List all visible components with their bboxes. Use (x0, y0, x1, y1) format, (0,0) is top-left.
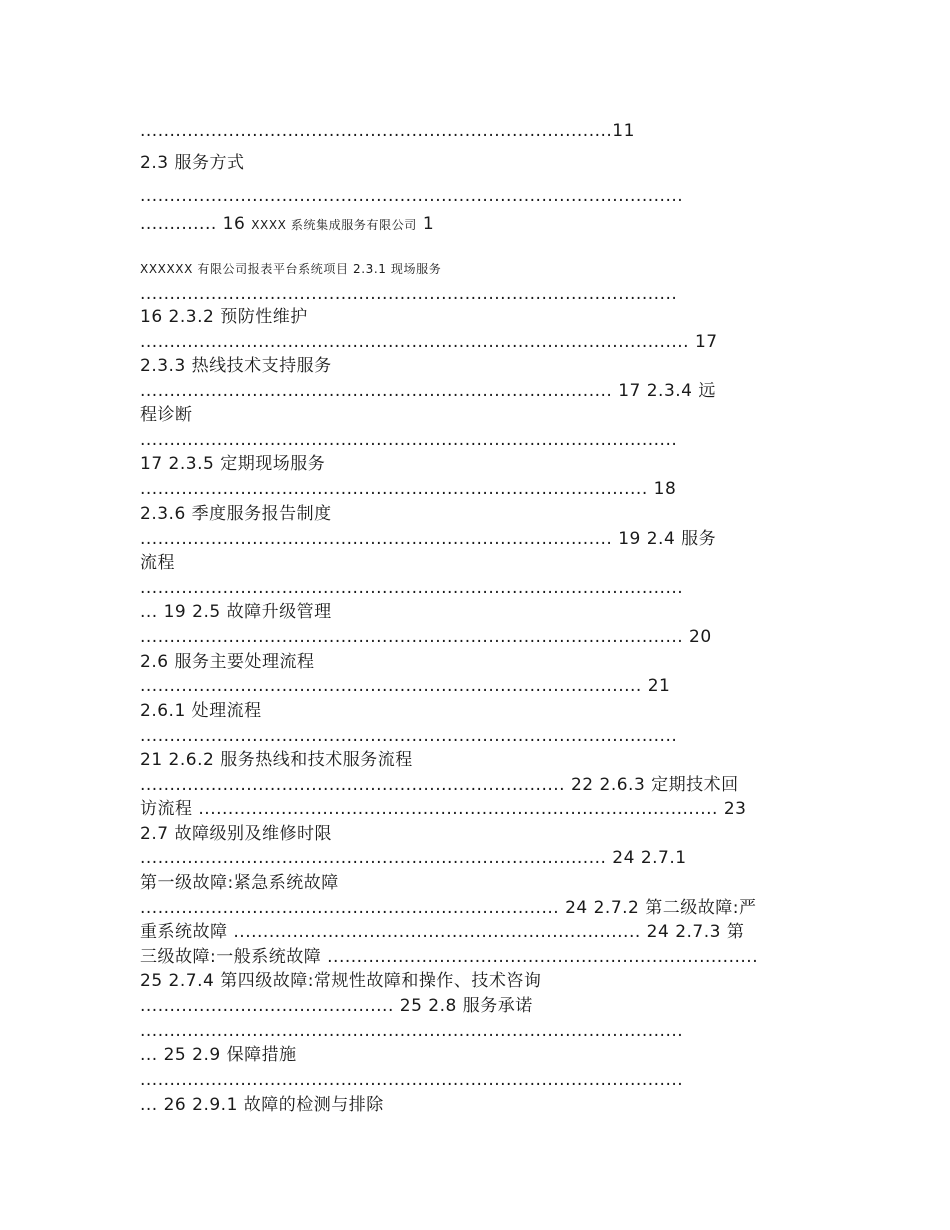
toc-line: ........................................................................ 22 2.6.3 定期技术回 (140, 775, 739, 795)
toc-line: ................................................................................11 (140, 121, 635, 141)
toc-line: 程诊断 (140, 405, 193, 425)
toc-line: 2.3.6 季度服务报告制度 (140, 504, 332, 524)
toc-line: ........................................... 25 2.8 服务承诺 (140, 996, 533, 1016)
toc-line: 三级故障:一般系统故障 ......................................................................... (140, 947, 759, 967)
toc-line: 重系统故障 ..................................................................... 24 2.7.3 第 (140, 922, 745, 942)
toc-line: ................................................................................ 19 2.4 服务 (140, 529, 717, 549)
toc-line: 访流程 ........................................................................................ 23 (140, 799, 747, 819)
toc-dots: ............. (140, 214, 217, 234)
toc-page-number: 16 (222, 214, 246, 234)
toc-line: 21 2.6.2 服务热线和技术服务流程 (140, 750, 413, 770)
toc-line: ........................................................................................... (140, 726, 678, 746)
header-company-name: XXXX 系统集成服务有限公司 (251, 218, 417, 232)
toc-line: ........................................................................................... (140, 284, 678, 304)
toc-line: 流程 (140, 553, 175, 573)
toc-line: 2.6.1 处理流程 (140, 701, 262, 721)
toc-line: ............................................................................................ (140, 186, 684, 206)
toc-line: ........................................................................................... (140, 430, 678, 450)
page-number: 1 (422, 214, 435, 234)
toc-line: 17 2.3.5 定期现场服务 (140, 454, 326, 474)
toc-line: ............................................................................................ (140, 1070, 684, 1090)
toc-line: 25 2.7.4 第四级故障:常规性故障和操作、技术咨询 (140, 971, 542, 991)
toc-line: ... 25 2.9 保障措施 (140, 1045, 297, 1065)
toc-line: ...................................................................................... 18 (140, 479, 677, 499)
toc-line: ................................................................................ 17 2.3.4 远 (140, 381, 716, 401)
toc-line: ............................................................................................ 20 (140, 627, 712, 647)
toc-line: 2.3 服务方式 (140, 153, 245, 173)
toc-line: ............................................................................... 24 2.7.1 (140, 848, 687, 868)
toc-line: ..................................................................................... 21 (140, 676, 671, 696)
toc-line: 2.7 故障级别及维修时限 (140, 824, 332, 844)
toc-line: 2.6 服务主要处理流程 (140, 652, 315, 672)
toc-line: ....................................................................... 24 2.7.2 第二级故障:严 (140, 898, 757, 918)
toc-line: ... 26 2.9.1 故障的检测与排除 (140, 1095, 384, 1115)
toc-line: ............................................................................................ (140, 1021, 684, 1041)
toc-line: ............................................................................................ (140, 578, 684, 598)
header-project-name: XXXXXX 有限公司报表平台系统项目 2.3.1 现场服务 (140, 262, 442, 276)
toc-line: 16 2.3.2 预防性维护 (140, 307, 308, 327)
toc-line-mixed (140, 213, 434, 236)
toc-line: ............................................................................................. 17 (140, 332, 718, 352)
toc-line: ... 19 2.5 故障升级管理 (140, 602, 332, 622)
toc-line (140, 257, 441, 280)
toc-line: 2.3.3 热线技术支持服务 (140, 356, 332, 376)
toc-line: 第一级故障:紧急系统故障 (140, 873, 339, 893)
